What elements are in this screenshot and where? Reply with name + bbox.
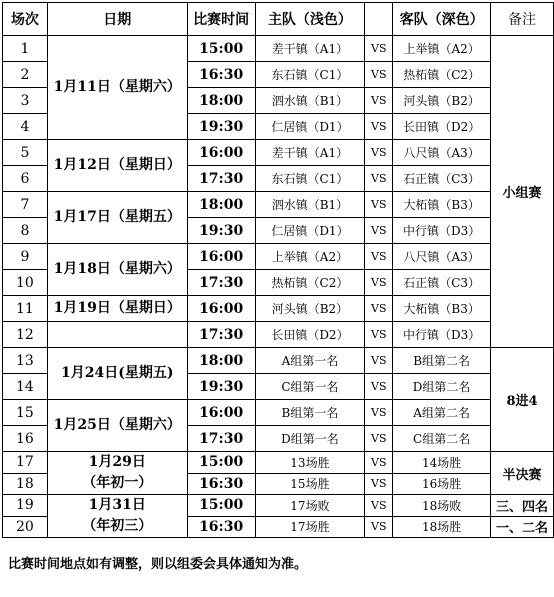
match-time: 18:00 [187, 348, 255, 374]
date-cell: 1月18日（星期六） [47, 244, 187, 296]
home-team: A组第一名 [255, 348, 365, 374]
away-team: B组第二名 [393, 348, 491, 374]
date-cell: 1月19日（星期日） [47, 296, 187, 322]
vs-label: VS [365, 374, 393, 400]
header-date: 日期 [47, 3, 187, 36]
note-third-fourth: 三、四名 [491, 495, 554, 517]
schedule-sheet [2, 2, 554, 538]
away-team: 长田镇（D2） [393, 114, 491, 140]
match-time: 16:30 [187, 473, 255, 495]
match-time: 17:30 [187, 322, 255, 348]
match-time: 19:30 [187, 218, 255, 244]
home-team: 17场胜 [255, 516, 365, 538]
vs-label: VS [365, 322, 393, 348]
match-time: 19:30 [187, 114, 255, 140]
home-team: 河头镇（B2） [255, 296, 365, 322]
away-team: 18场胜 [393, 516, 491, 538]
match-no: 16 [3, 426, 48, 452]
vs-label: VS [365, 62, 393, 88]
date-line-2: （年初一） [82, 475, 153, 491]
vs-label: VS [365, 244, 393, 270]
table-row [3, 322, 554, 348]
match-no: 20 [3, 516, 48, 538]
match-no: 14 [3, 374, 48, 400]
date-cell: 1月25日（星期六） [47, 400, 187, 452]
away-team: 石正镇（C3） [393, 270, 491, 296]
vs-label: VS [365, 452, 393, 474]
away-team: 大柘镇（B3） [393, 192, 491, 218]
date-cell-empty [47, 322, 187, 348]
vs-label: VS [365, 88, 393, 114]
home-team: 13场胜 [255, 452, 365, 474]
match-time: 17:30 [187, 426, 255, 452]
away-team: C组第二名 [393, 426, 491, 452]
home-team: 仁居镇（D1） [255, 114, 365, 140]
date-line-1: 1月31日 [88, 497, 146, 513]
away-team: 中行镇（D3） [393, 218, 491, 244]
away-team: 大柘镇（B3） [393, 296, 491, 322]
match-time: 16:00 [187, 400, 255, 426]
home-team: 东石镇（C1） [255, 62, 365, 88]
table-row [3, 495, 554, 517]
match-time: 19:30 [187, 374, 255, 400]
match-no: 1 [3, 36, 48, 62]
match-no: 12 [3, 322, 48, 348]
home-team: 泗水镇（B1） [255, 192, 365, 218]
match-time: 15:00 [187, 36, 255, 62]
home-team: 差干镇（A1） [255, 140, 365, 166]
match-no: 3 [3, 88, 48, 114]
match-time: 16:00 [187, 296, 255, 322]
home-team: 17场败 [255, 495, 365, 517]
table-row [3, 400, 554, 426]
vs-label: VS [365, 270, 393, 296]
match-time: 16:00 [187, 244, 255, 270]
home-team: 长田镇（D2） [255, 322, 365, 348]
home-team: 泗水镇（B1） [255, 88, 365, 114]
home-team: 热柘镇（C2） [255, 270, 365, 296]
header-note: 备注 [491, 3, 554, 36]
home-team: C组第一名 [255, 374, 365, 400]
vs-label: VS [365, 114, 393, 140]
away-team: A组第二名 [393, 400, 491, 426]
match-no: 9 [3, 244, 48, 270]
date-cell [47, 452, 187, 495]
header-away: 客队（深色） [393, 3, 491, 36]
vs-label: VS [365, 426, 393, 452]
match-no: 5 [3, 140, 48, 166]
match-time: 15:00 [187, 495, 255, 517]
match-time: 18:00 [187, 88, 255, 114]
away-team: 八尺镇（A3） [393, 140, 491, 166]
table-row [3, 192, 554, 218]
vs-label: VS [365, 296, 393, 322]
away-team: D组第二名 [393, 374, 491, 400]
table-row [3, 244, 554, 270]
table-row [3, 452, 554, 474]
vs-label: VS [365, 348, 393, 374]
match-no: 8 [3, 218, 48, 244]
match-schedule-table [2, 2, 554, 538]
match-time: 16:30 [187, 516, 255, 538]
home-team: 差干镇（A1） [255, 36, 365, 62]
note-quarterfinal: 8进4 [491, 348, 554, 452]
match-time: 17:30 [187, 166, 255, 192]
header-no: 场次 [3, 3, 48, 36]
vs-label: VS [365, 400, 393, 426]
home-team: 东石镇（C1） [255, 166, 365, 192]
match-time: 16:00 [187, 140, 255, 166]
away-team: 石正镇（C3） [393, 166, 491, 192]
match-no: 10 [3, 270, 48, 296]
match-no: 15 [3, 400, 48, 426]
date-cell [47, 495, 187, 538]
vs-label: VS [365, 166, 393, 192]
match-no: 6 [3, 166, 48, 192]
match-no: 19 [3, 495, 48, 517]
away-team: 八尺镇（A3） [393, 244, 491, 270]
match-no: 4 [3, 114, 48, 140]
header-home: 主队（浅色） [255, 3, 365, 36]
note-group-stage: 小组赛 [491, 36, 554, 348]
away-team: 河头镇（B2） [393, 88, 491, 114]
match-no: 18 [3, 473, 48, 495]
vs-label: VS [365, 192, 393, 218]
match-no: 7 [3, 192, 48, 218]
table-row [3, 140, 554, 166]
date-cell: 1月17日（星期五） [47, 192, 187, 244]
header-time: 比赛时间 [187, 3, 255, 36]
away-team: 上举镇（A2） [393, 36, 491, 62]
match-no: 17 [3, 452, 48, 474]
note-final: 一、二名 [491, 516, 554, 538]
date-cell: 1月11日（星期六） [47, 36, 187, 140]
vs-label: VS [365, 516, 393, 538]
away-team: 中行镇（D3） [393, 322, 491, 348]
table-row [3, 348, 554, 374]
date-cell: 1月24日(星期五) [47, 348, 187, 400]
match-time: 17:30 [187, 270, 255, 296]
note-semifinal: 半决赛 [491, 452, 554, 495]
home-team: 仁居镇（D1） [255, 218, 365, 244]
date-cell: 1月12日（星期日） [47, 140, 187, 192]
home-team: B组第一名 [255, 400, 365, 426]
match-time: 15:00 [187, 452, 255, 474]
table-row [3, 296, 554, 322]
header-vs-blank [365, 3, 393, 36]
vs-label: VS [365, 218, 393, 244]
vs-label: VS [365, 495, 393, 517]
away-team: 16场胜 [393, 473, 491, 495]
away-team: 14场胜 [393, 452, 491, 474]
date-line-1: 1月29日 [88, 454, 146, 470]
header-row [3, 3, 554, 36]
away-team: 热柘镇（C2） [393, 62, 491, 88]
home-team: 上举镇（A2） [255, 244, 365, 270]
match-no: 13 [3, 348, 48, 374]
away-team: 18场败 [393, 495, 491, 517]
footnote: 比赛时间地点如有调整，则以组委会具体通知为准。 [8, 557, 308, 572]
home-team: D组第一名 [255, 426, 365, 452]
date-line-2: （年初三） [82, 518, 153, 534]
match-time: 18:00 [187, 192, 255, 218]
match-time: 16:30 [187, 62, 255, 88]
match-no: 2 [3, 62, 48, 88]
vs-label: VS [365, 140, 393, 166]
vs-label: VS [365, 473, 393, 495]
match-no: 11 [3, 296, 48, 322]
home-team: 15场胜 [255, 473, 365, 495]
vs-label: VS [365, 36, 393, 62]
table-row [3, 36, 554, 62]
